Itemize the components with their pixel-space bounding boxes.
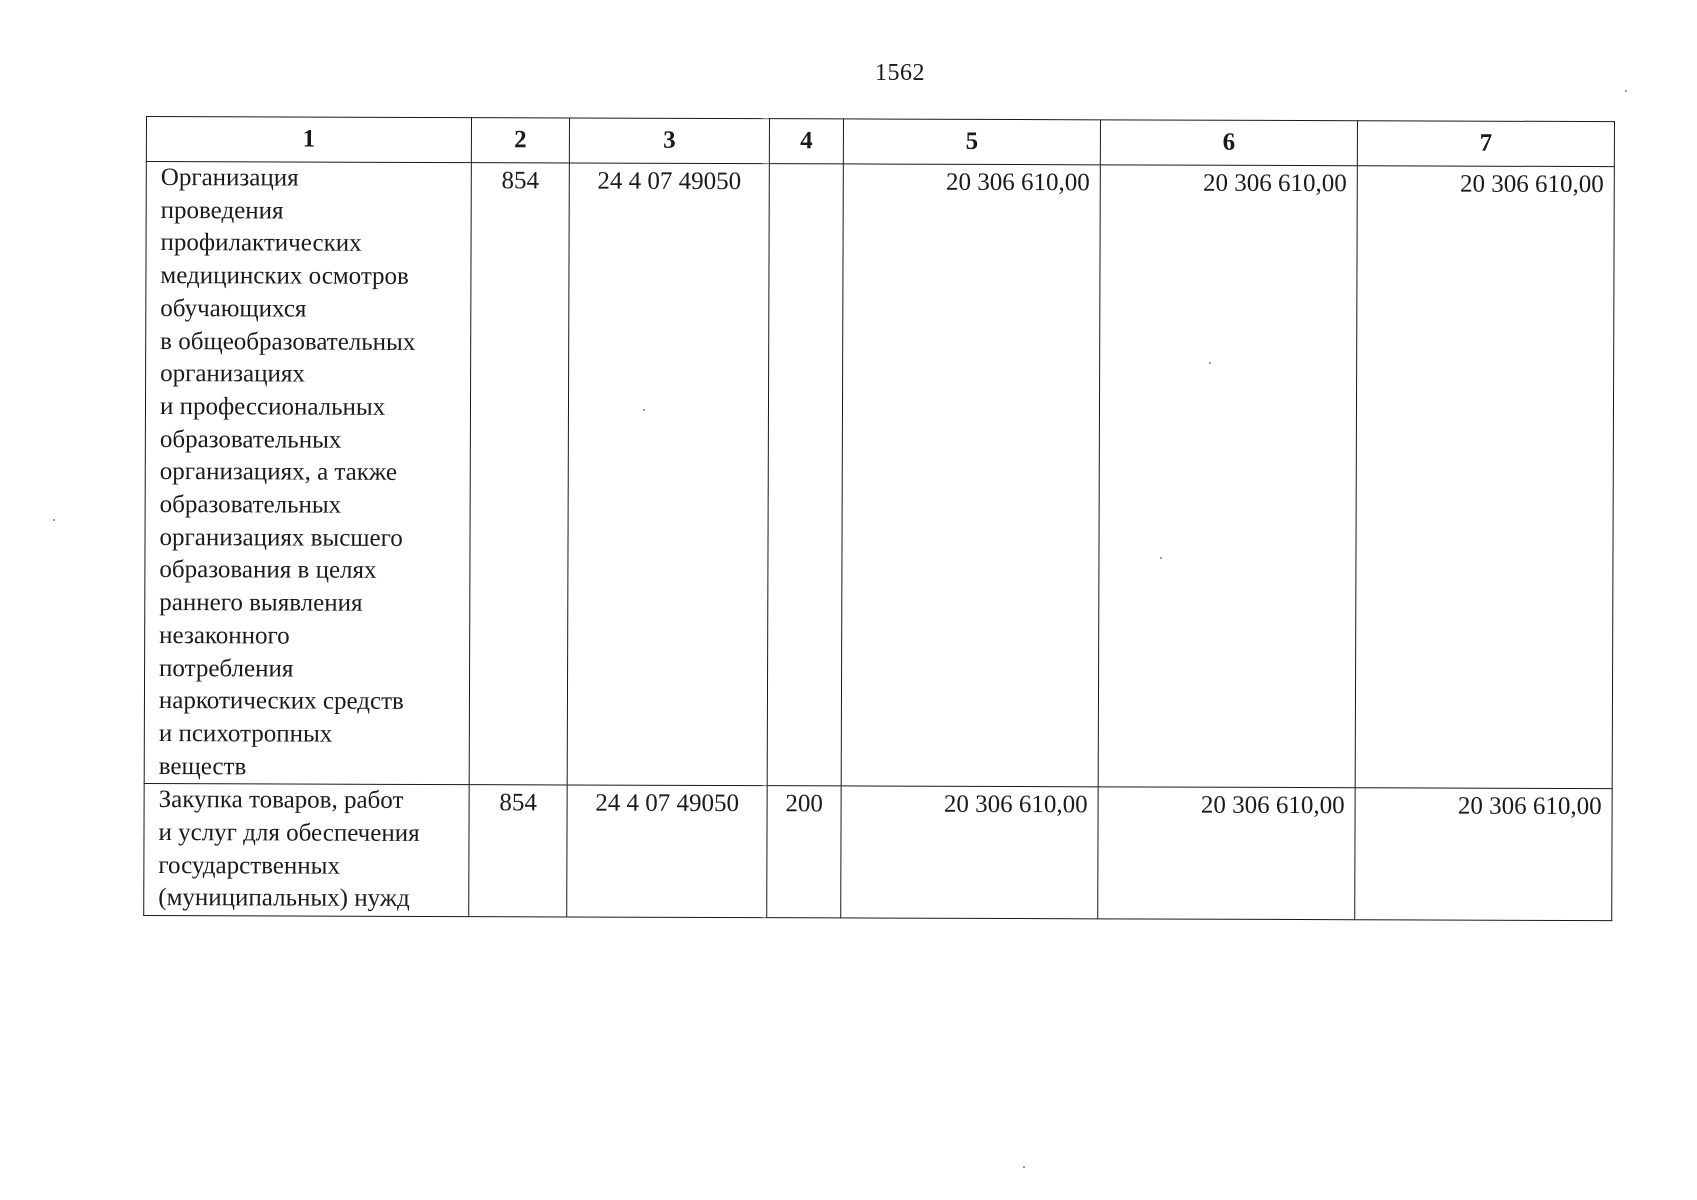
scan-speck <box>1625 90 1627 92</box>
scan-speck <box>1160 557 1162 559</box>
header-row <box>146 117 1614 167</box>
header-col-6: 6 <box>1100 120 1357 166</box>
scan-speck <box>1023 1166 1025 1168</box>
header-col-3: 3 <box>569 118 769 164</box>
header-col-7: 7 <box>1357 121 1614 167</box>
row-col-3: 24 4 07 49050 <box>567 785 767 918</box>
row-col-3: 24 4 07 49050 <box>567 163 769 786</box>
row-col-2: 854 <box>469 785 567 917</box>
table-row <box>144 162 1614 789</box>
row-name: Закупка товаров, работ и услуг для обеспечения государственных (муниципальных) нужд <box>144 784 469 917</box>
row-col-2: 854 <box>469 163 569 786</box>
header-col-2: 2 <box>471 118 569 163</box>
row-col-4 <box>767 164 843 787</box>
row-name: Организация проведения профилактических медицинских осмотров обучающихся в общеобразовательных организациях и профессиональных образовательных организациях, а также образовательных организациях высшего образования в целях раннего выявления незаконного потребления наркотических средств и психотропных веществ <box>144 162 471 785</box>
header-col-1: 1 <box>146 117 471 163</box>
page-number: 1562 <box>875 60 925 86</box>
scan-speck <box>1209 362 1211 364</box>
row-col-6: 20 306 610,00 <box>1098 165 1357 788</box>
row-col-5: 20 306 610,00 <box>841 786 1098 919</box>
row-col-6: 20 306 610,00 <box>1098 787 1355 920</box>
scan-speck <box>643 409 645 411</box>
row-col-7: 20 306 610,00 <box>1355 788 1612 921</box>
row-col-5: 20 306 610,00 <box>841 164 1100 787</box>
header-col-5: 5 <box>843 119 1100 165</box>
budget-table <box>143 116 1615 921</box>
scan-speck <box>53 519 55 521</box>
header-col-4: 4 <box>769 119 843 164</box>
table-row <box>144 784 1612 921</box>
row-col-4: 200 <box>767 786 841 918</box>
row-col-7: 20 306 610,00 <box>1355 166 1614 789</box>
